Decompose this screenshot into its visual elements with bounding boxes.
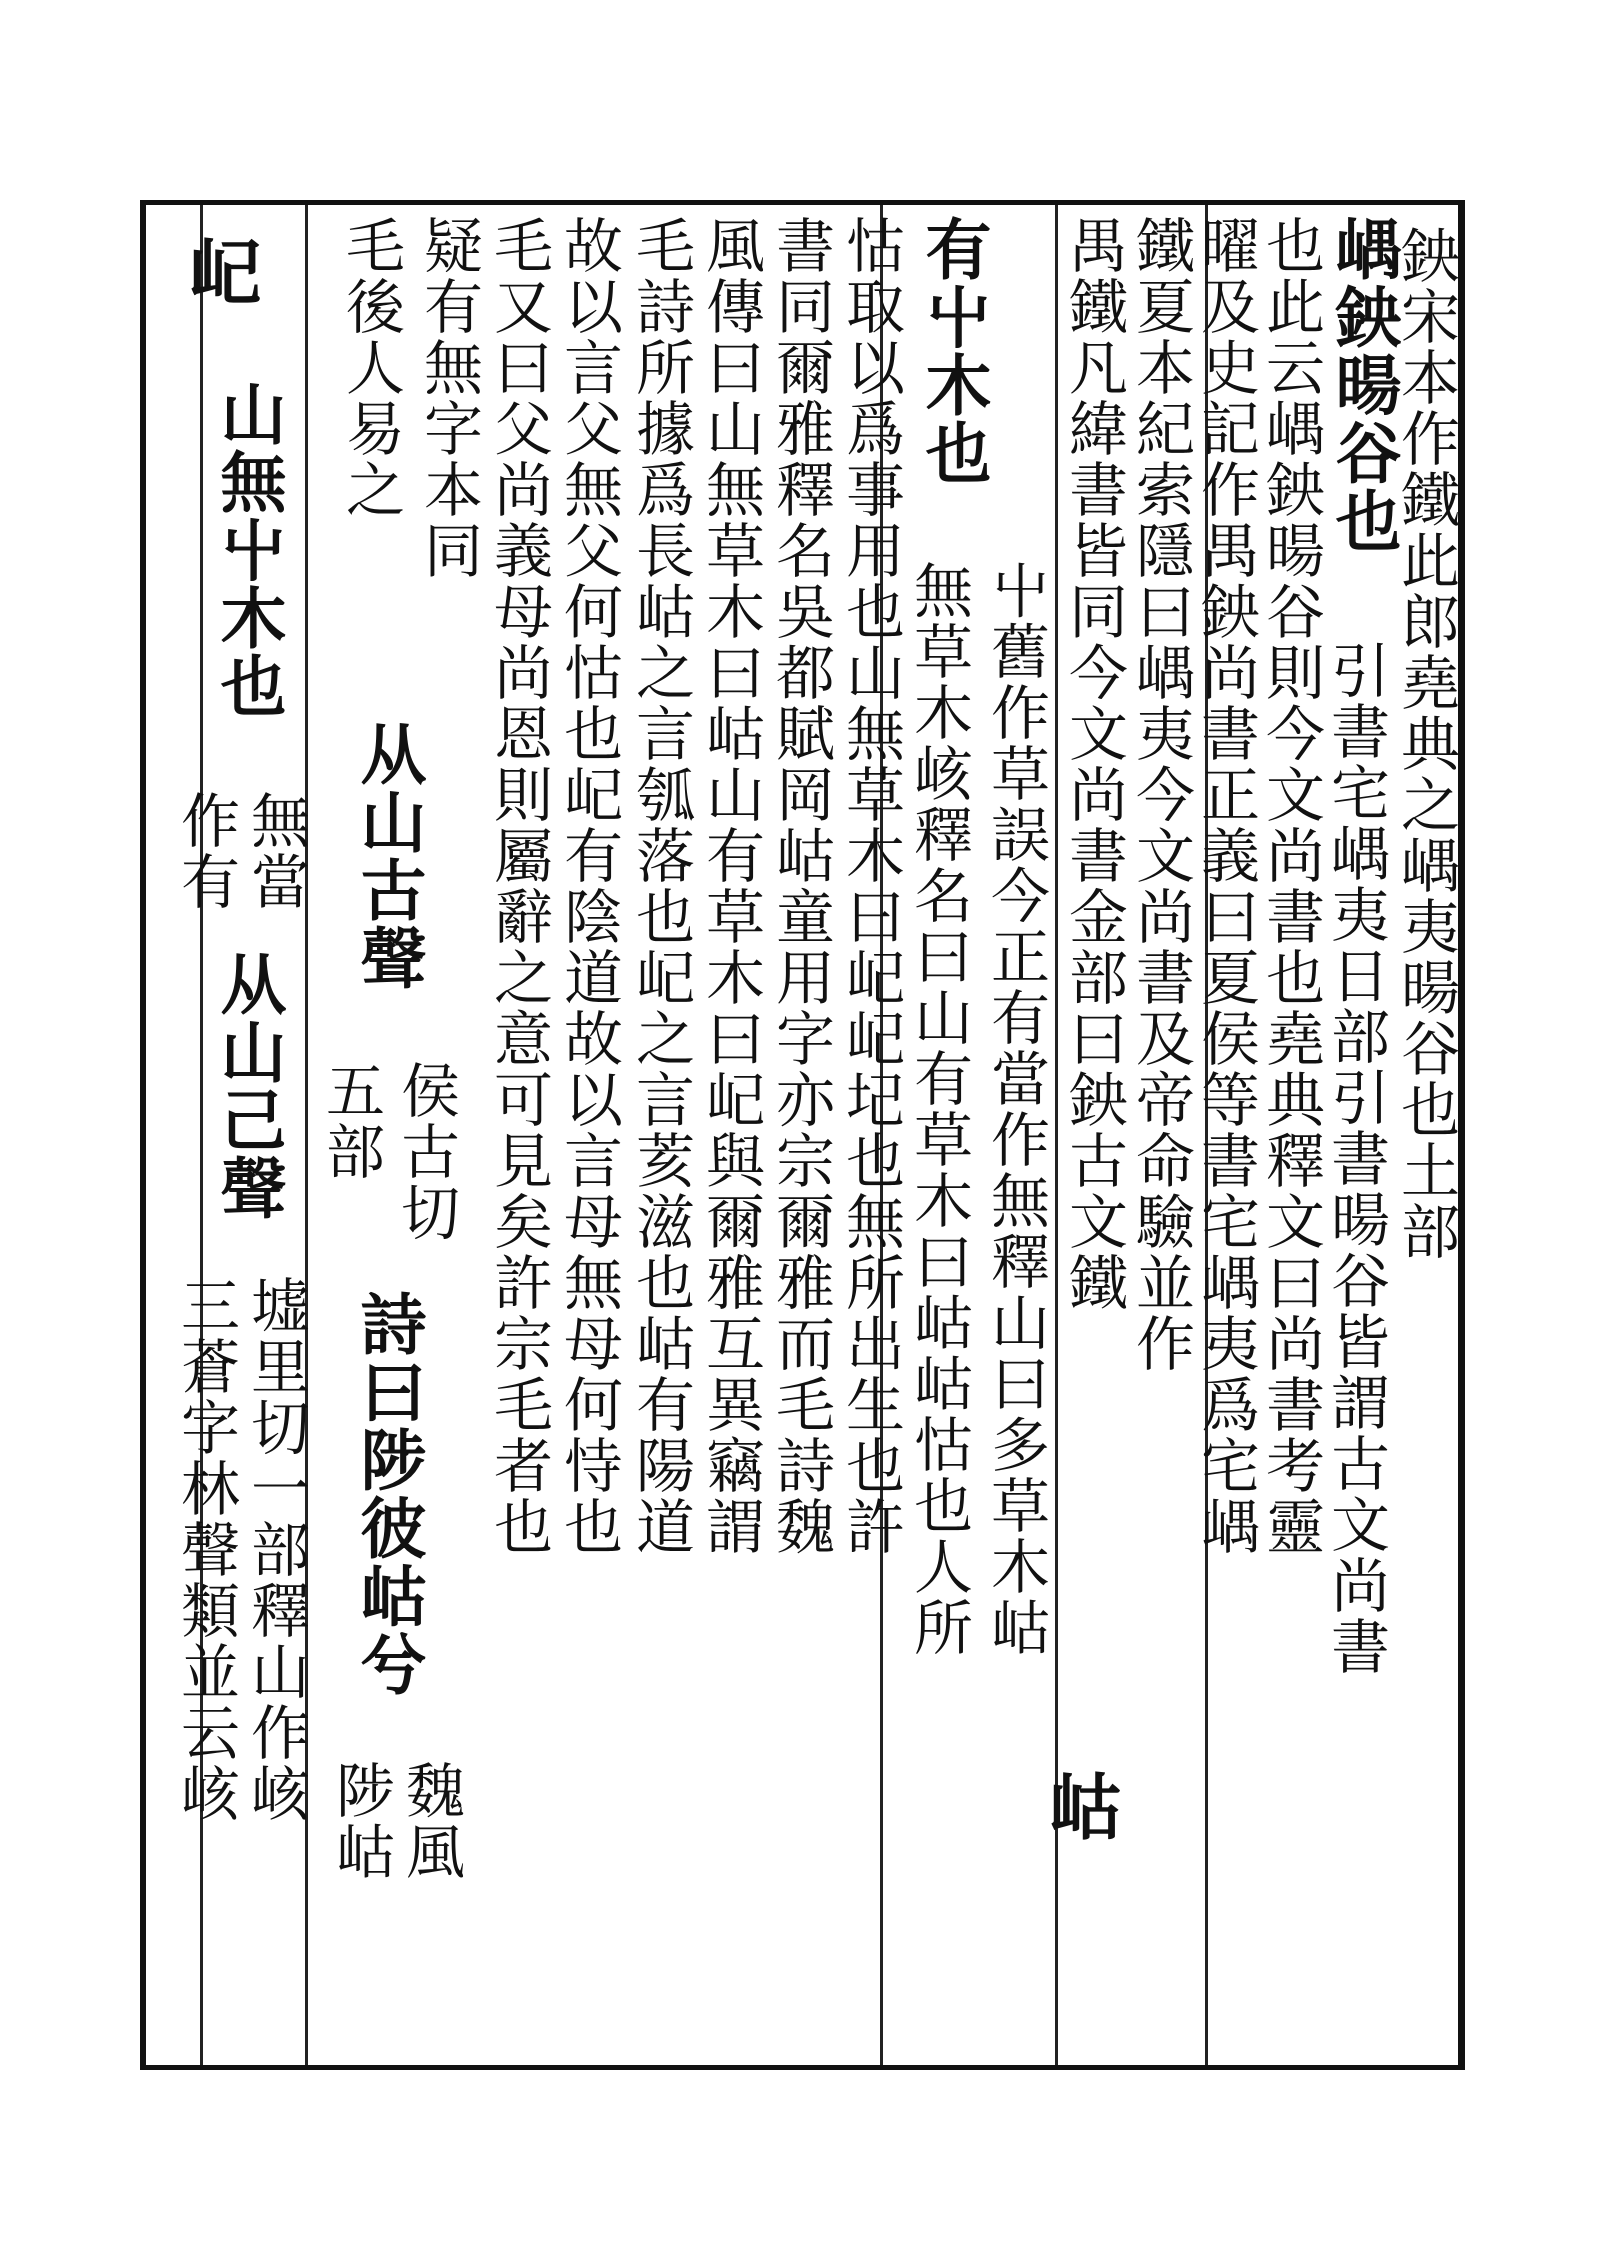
commentary-column [1059, 215, 1128, 1313]
commentary-text: 書同爾雅釋名吳都賦岡岵童用字亦宗爾雅而毛詩魏 [766, 215, 835, 1557]
commentary-text: 疑有無字本同 [414, 215, 483, 581]
commentary-column [241, 790, 310, 912]
commentary-column [171, 1275, 240, 1824]
commentary-text: 毛又曰父尚義母尚恩則屬辭之意可見矣許宗毛者也 [484, 215, 553, 1557]
commentary-column [1256, 215, 1325, 1557]
commentary-text: 毛後人易之 [336, 215, 405, 520]
headword-text: 从山己聲 [209, 950, 287, 1222]
headword-column [205, 950, 287, 1222]
commentary-text: 故以言父無父何怙也屺有陰道故以言母無母何恃也 [554, 215, 623, 1557]
headword-column [1320, 215, 1402, 555]
headword-text: 有屮木也 [914, 215, 992, 487]
commentary-column [316, 1060, 385, 1182]
commentary-column [696, 215, 765, 1557]
commentary-column [766, 215, 835, 1557]
commentary-column [391, 1060, 460, 1243]
commentary-text: 三蒼字林聲類並云峐 [171, 1275, 240, 1824]
commentary-text: 曜及史記作禺鉠尚書正義曰夏侯等書宅嵎夷爲宅嵎 [1191, 215, 1260, 1557]
commentary-text: 作有 [171, 790, 240, 912]
headword-text: 山無屮木也 [209, 380, 287, 720]
commentary-column [336, 215, 405, 520]
commentary-column [554, 215, 623, 1557]
commentary-column [241, 1275, 310, 1824]
commentary-text: 怙取以爲事用也山無草木曰屺屺圮也無所出生也許 [836, 215, 905, 1557]
headword-column [910, 215, 992, 487]
commentary-column [1126, 215, 1195, 1374]
commentary-column [836, 215, 905, 1557]
commentary-column [414, 215, 483, 581]
commentary-text: 墟里切一部釋山作峐 [241, 1275, 310, 1824]
commentary-column [904, 560, 973, 1658]
commentary-text: 魏風 [396, 1760, 465, 1882]
seal-glyph-text: 岵 [1048, 1765, 1121, 1850]
commentary-text: 鉠宋本作鐵此郎堯典之嵎夷暘谷也土部 [1391, 225, 1460, 1262]
commentary-column [171, 790, 240, 912]
headword-column [345, 720, 427, 992]
commentary-text: 無當 [241, 790, 310, 912]
commentary-text: 風傳曰山無草木曰岵山有草木曰屺與爾雅互異竊謂 [696, 215, 765, 1557]
commentary-text: 鐵夏本紀索隱曰嵎夷今文尚書及帝命驗並作 [1126, 215, 1195, 1374]
commentary-column [1191, 215, 1260, 1557]
commentary-text: 毛詩所據爲長岵之言瓠落也屺之言荄滋也岵有陽道 [626, 215, 695, 1557]
commentary-text: 陟岵 [326, 1760, 395, 1882]
commentary-column [396, 1760, 465, 1882]
seal-glyph-hu [1040, 1750, 1130, 1854]
headword-text: 从山古聲 [349, 720, 427, 992]
seal-glyph-qi [160, 215, 290, 319]
commentary-column [1391, 225, 1460, 1262]
headword-column [345, 1290, 427, 1698]
commentary-column [626, 215, 695, 1557]
seal-glyph-text: 屺 [188, 230, 261, 315]
commentary-text: 五部 [316, 1060, 385, 1182]
headword-text: 嵎鉠暘谷也 [1324, 215, 1402, 555]
commentary-column [326, 1760, 395, 1882]
commentary-text: 侯古切 [391, 1060, 460, 1243]
commentary-text: 引書宅嵎夷日部引書暘谷皆謂古文尚書 [1321, 640, 1390, 1677]
commentary-text: 禺鐵凡緯書皆同今文尚書金部曰鉠古文鐵 [1059, 215, 1128, 1313]
commentary-text: 也此云嵎鉠暘谷則今文尚書也堯典釋文曰尚書考靈 [1256, 215, 1325, 1557]
commentary-column [1321, 640, 1390, 1677]
commentary-text: 無草木峐釋名曰山有草木曰岵岵怙也人所 [904, 560, 973, 1658]
commentary-column [484, 215, 553, 1557]
commentary-column [981, 560, 1050, 1658]
headword-column [205, 380, 287, 720]
commentary-text: 屮舊作草誤今正有當作無釋山曰多草木岵 [981, 560, 1050, 1658]
headword-text: 詩曰陟彼岵兮 [349, 1290, 427, 1698]
